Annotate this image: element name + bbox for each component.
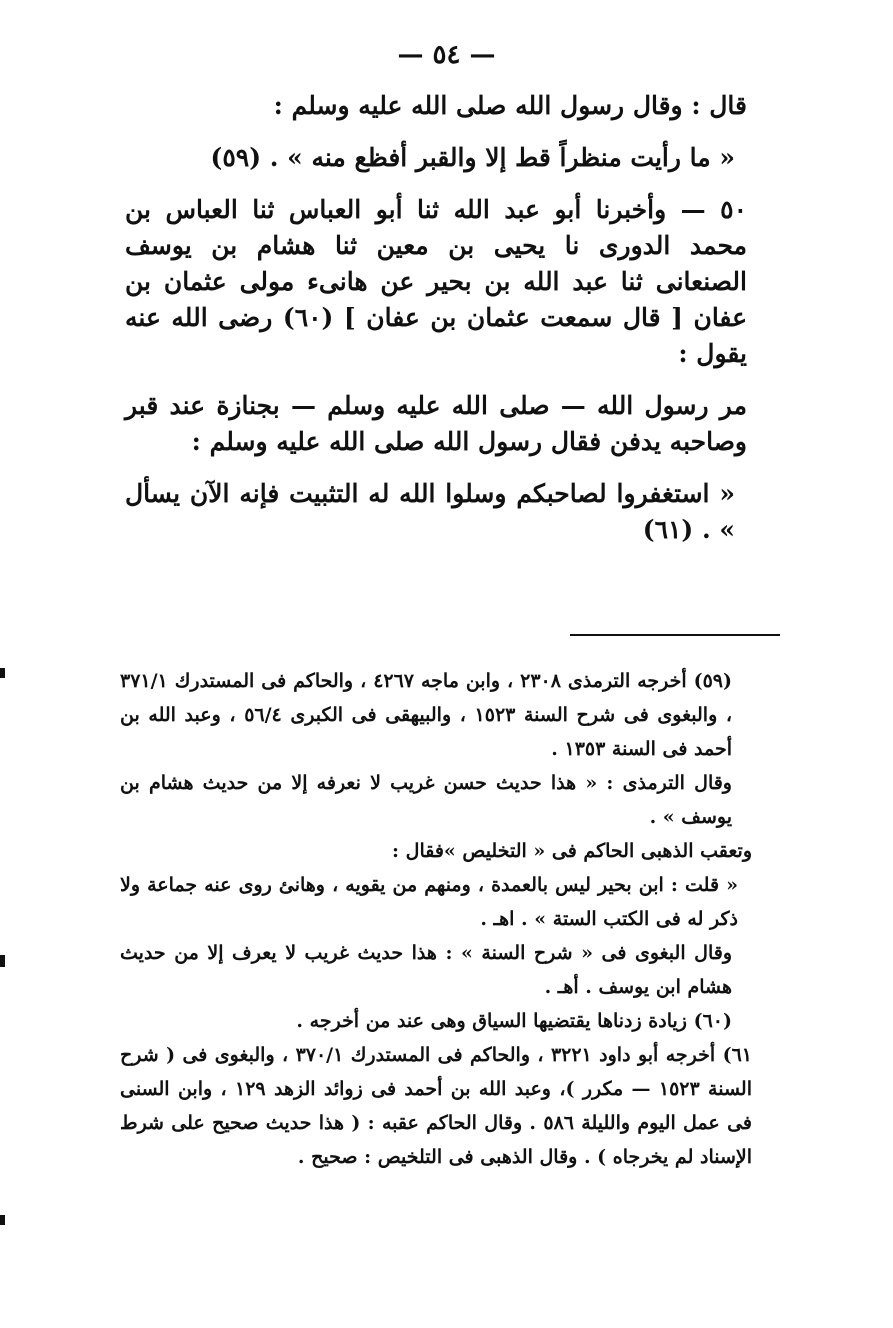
paragraph-narrative: مر رسول الله — صلى الله عليه وسلم — بجنازة عند قبر وصاحبه يدفن فقال رسول الله صلى الله عليه وسلم : [125, 391, 747, 456]
footnote-59: (٥٩) أخرجه الترمذى ٢٣٠٨ ، وابن ماجه ٤٢٦٧ ، والحاكم فى المستدرك ٣٧١/١ ، والبغوى فى شرح السنة ١٥٢٣ ، والبيهقى فى الكبرى ٥٦/٤ ، وعبد الله بن أحمد فى السنة ١٣٥٣ . [120, 670, 733, 760]
hadith-quote-59: « ما رأيت منظراً قط إلا والقبر أفظع منه » . (٥٩) [210, 143, 735, 172]
footnote-59-dhahabi-intro: وتعقب الذهبى الحاكم فى « التخليص »فقال : [392, 840, 752, 862]
scan-edge-mark [0, 668, 5, 678]
footnotes-section [120, 664, 752, 1174]
main-text [125, 88, 747, 564]
paragraph-isnad-50: ٥٠ — وأخبرنا أبو عبد الله ثنا أبو العباس ثنا العباس بن محمد الدورى نا يحيى بن معين ثنا هشام بن يوسف الصنعانى ثنا عبد الله بن بحير عن هانىء مولى عثمان بن عفان [ قال سمعت عثمان بن عفان ] (٦٠) رضى الله عنه يقول : [125, 195, 747, 368]
footnote-59-tirmidhi: وقال الترمذى : « هذا حديث حسن غريب لا نعرفه إلا من حديث هشام بن يوسف » . [120, 772, 732, 828]
footnote-59-dhahabi-quote: « قلت : ابن بحير ليس بالعمدة ، ومنهم من يقويه ، وهانئ روى عنه جماعة ولا ذكر له فى الكتب الستة » . اهـ . [120, 874, 738, 930]
page-number: — ٥٤ — [397, 40, 496, 70]
hadith-quote-61: « استغفروا لصاحبكم وسلوا الله له التثبيت فإنه الآن يسأل » . (٦١) [125, 479, 735, 544]
footnote-59-baghawi: وقال البغوى فى « شرح السنة » : هذا حديث غريب لا يعرف إلا من حديث هشام ابن يوسف . أهـ . [120, 942, 732, 998]
scan-edge-mark [0, 1215, 5, 1225]
footnote-61: ٦١) أخرجه أبو داود ٣٢٢١ ، والحاكم فى المستدرك ٣٧٠/١ ، والبغوى فى ( شرح السنة ١٥٢٣ — مكرر )، وعبد الله بن أحمد فى زوائد الزهد ١٢٩ ، وابن السنى فى عمل اليوم والليلة ٥٨٦ . وقال الحاكم عقبه : ( هذا حديث صحيح على شرط الإسناد لم يخرجاه ) . وقال الذهبى فى التلخيص : صحيح . [120, 1044, 752, 1168]
footnote-divider [570, 634, 780, 636]
paragraph-intro: قال : وقال رسول الله صلى الله عليه وسلم : [273, 91, 747, 120]
footnote-60: (٦٠) زيادة زدناها يقتضيها السياق وهى عند من أخرجه . [296, 1010, 732, 1032]
scan-edge-mark [0, 955, 5, 967]
